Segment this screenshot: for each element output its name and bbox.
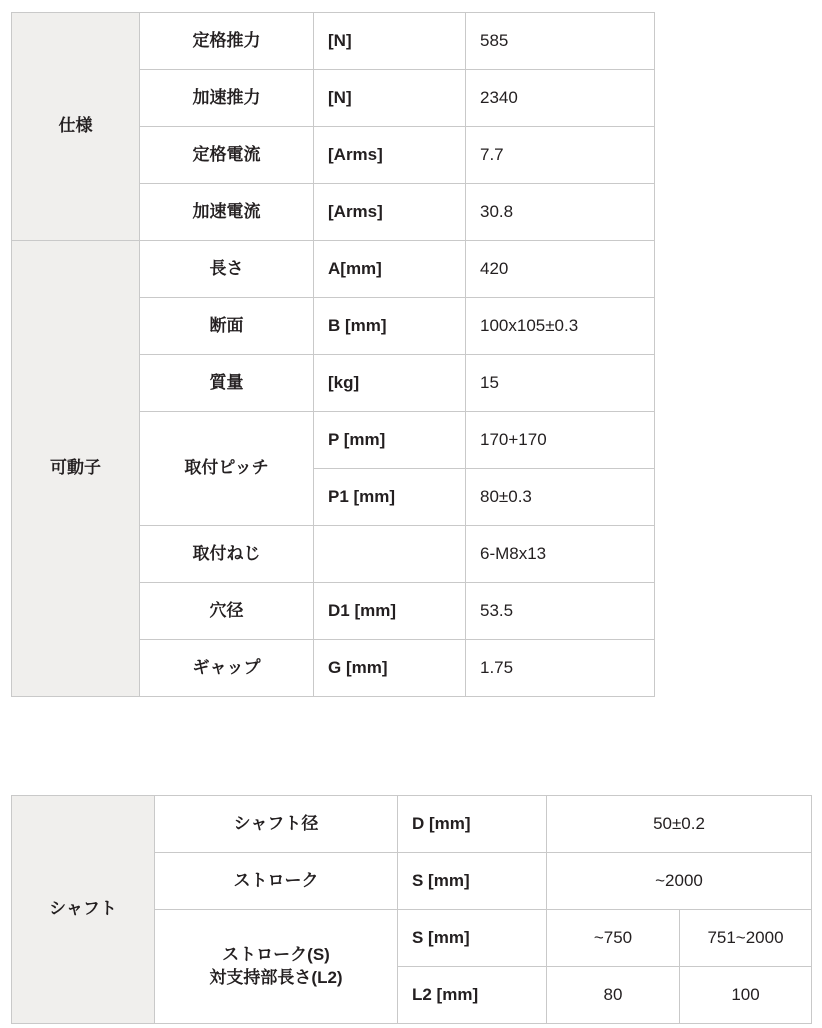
row-unit-label: [N]	[314, 13, 466, 70]
row-value: 585	[466, 13, 655, 70]
row-value-left: 80	[547, 967, 680, 1024]
row-value: 7.7	[466, 127, 655, 184]
row-unit-label: D1 [mm]	[314, 583, 466, 640]
row-value: 2340	[466, 70, 655, 127]
row-unit-label: P [mm]	[314, 412, 466, 469]
row-value: ~2000	[547, 853, 812, 910]
row-item-label: 取付ピッチ	[140, 412, 314, 526]
row-value: 80±0.3	[466, 469, 655, 526]
row-value-right: 751~2000	[680, 910, 812, 967]
row-value: 420	[466, 241, 655, 298]
row-unit-label: S [mm]	[398, 853, 547, 910]
row-value: 100x105±0.3	[466, 298, 655, 355]
row-value: 15	[466, 355, 655, 412]
row-item-label: 取付ねじ	[140, 526, 314, 583]
row-value: 170+170	[466, 412, 655, 469]
row-item-label-stroke-support	[155, 910, 398, 1024]
row-unit-label: S [mm]	[398, 910, 547, 967]
row-value-right: 100	[680, 967, 812, 1024]
row-item-label: 長さ	[140, 241, 314, 298]
row-value: 6-M8x13	[466, 526, 655, 583]
row-value: 30.8	[466, 184, 655, 241]
row-value: 53.5	[466, 583, 655, 640]
table-row	[12, 13, 655, 70]
row-unit-label: [Arms]	[314, 127, 466, 184]
row-value: 50±0.2	[547, 796, 812, 853]
row-item-label: シャフト径	[155, 796, 398, 853]
group-label-spec: 仕様	[12, 13, 140, 241]
row-unit-label: G [mm]	[314, 640, 466, 697]
row-unit-label: B [mm]	[314, 298, 466, 355]
row-item-label: 定格推力	[140, 13, 314, 70]
table-row	[12, 796, 812, 853]
row-value-left: ~750	[547, 910, 680, 967]
table-row	[12, 241, 655, 298]
row-item-label-line2: 対支持部長さ(L2)	[209, 967, 343, 987]
row-unit-label: A[mm]	[314, 241, 466, 298]
group-label-mover: 可動子	[12, 241, 140, 697]
group-label-shaft: シャフト	[12, 796, 155, 1024]
row-item-label: ギャップ	[140, 640, 314, 697]
row-unit-label: [N]	[314, 70, 466, 127]
main-spec-table	[11, 12, 655, 697]
row-unit-label: P1 [mm]	[314, 469, 466, 526]
row-unit-label: D [mm]	[398, 796, 547, 853]
row-item-label: 断面	[140, 298, 314, 355]
row-item-label: 穴径	[140, 583, 314, 640]
row-item-label: 加速推力	[140, 70, 314, 127]
row-item-label: ストローク	[155, 853, 398, 910]
row-item-label: 加速電流	[140, 184, 314, 241]
row-item-label-line1: ストローク(S)	[222, 945, 330, 965]
row-value: 1.75	[466, 640, 655, 697]
row-unit-label	[314, 526, 466, 583]
shaft-spec-table	[11, 795, 812, 1024]
row-item-label: 定格電流	[140, 127, 314, 184]
row-unit-label: [Arms]	[314, 184, 466, 241]
row-unit-label: L2 [mm]	[398, 967, 547, 1024]
row-unit-label: [kg]	[314, 355, 466, 412]
row-item-label: 質量	[140, 355, 314, 412]
